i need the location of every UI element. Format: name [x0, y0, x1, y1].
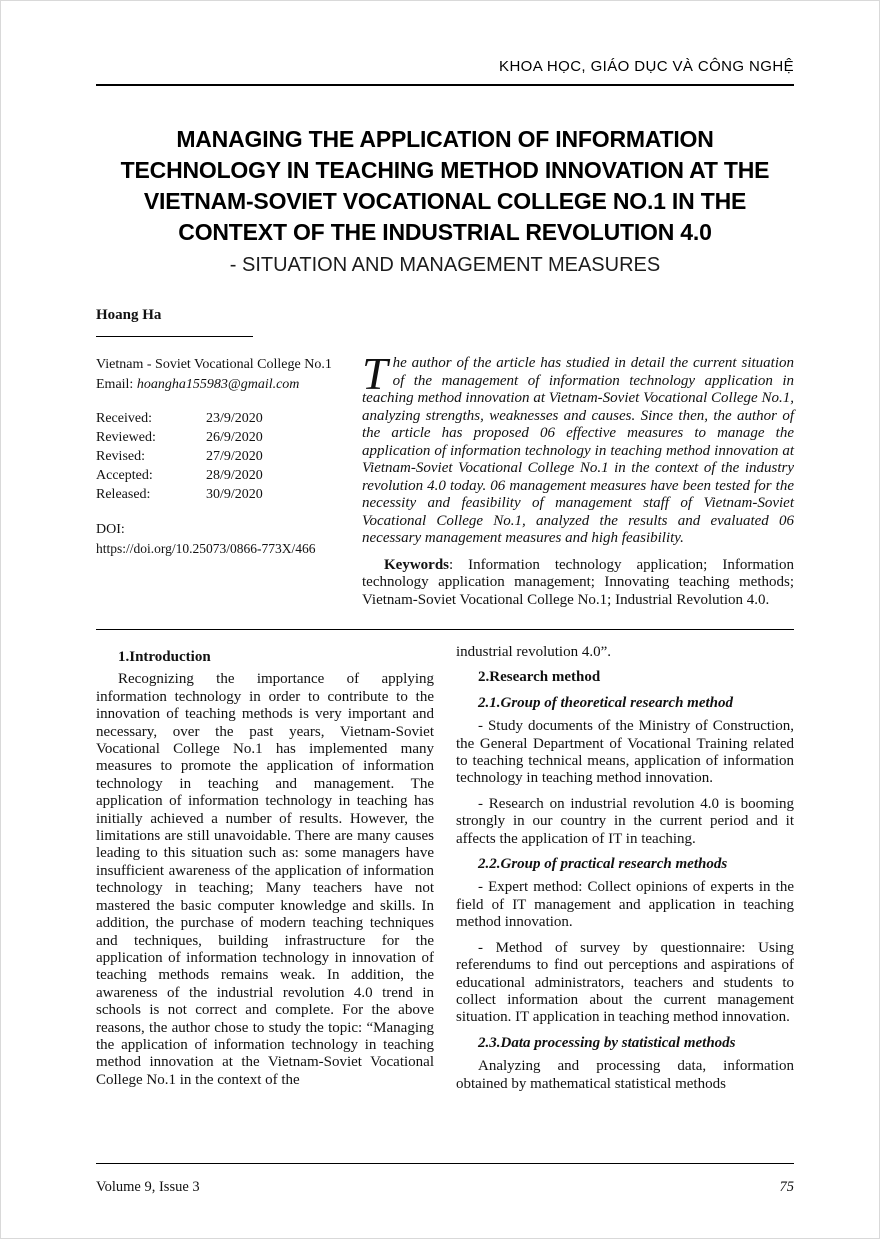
date-label: Revised:: [96, 449, 145, 464]
email-label: Email:: [96, 377, 137, 392]
paragraph-expert-method: - Expert method: Collect opinions of experts in the field of IT management and application in teaching method innovation.: [456, 879, 794, 931]
doi-url: https://doi.org/10.25073/0866-773X/466: [96, 541, 316, 556]
article-body: [96, 644, 794, 1101]
keywords-paragraph: [362, 557, 794, 610]
abstract-paragraph: [362, 348, 794, 548]
doi-label: DOI:: [96, 522, 125, 537]
article-subtitle: - SITUATION AND MANAGEMENT MEASURES: [229, 254, 661, 276]
subsection-heading-theoretical: 2.1.Group of theoretical research method: [478, 694, 733, 711]
body-left-column: [96, 644, 434, 1101]
paragraph-continuation: industrial revolution 4.0”.: [456, 644, 611, 660]
paragraph-research-revolution: - Research on industrial revolution 4.0 is booming strongly in our country in the current period and it affects the application of IT in teaching.: [456, 795, 794, 847]
paragraph-introduction: Recognizing the importance of applying information technology in order to contribute to the innovation of teaching methods is very important and necessary, over the past years, Vietnam-Soviet Vocational College No.1 has implemented many measures to promote the application of information technology in teaching and management. The application of information technology in teaching has initially achieved a number of results. However, the limitations are still unavoidable. There are many causes leading to this situation such as: some managers have insufficient awareness of the application of information technology in teaching; Many teachers have not mastered the basic computer knowledge and skills. In addition, the purchase of modern teaching techniques and techniques, building infrastructure for the application of information technology in innovation of teaching methods remains weak. In addition, the awareness of the industrial revolution 4.0 trend in schools is not correct and complete. For the above reasons, the author chose to study the topic: “Managing the application of information technology in teaching method innovation at the Vietnam-Soviet Vocational College No.1 in the context of the: [96, 671, 434, 1088]
author-block: [96, 307, 794, 337]
journal-section-header: KHOA HỌC, GIÁO DỤC VÀ CÔNG NGHỆ: [96, 1, 794, 86]
article-metadata-column: [96, 355, 344, 609]
date-row-released: [96, 485, 344, 504]
date-label: Accepted:: [96, 468, 153, 483]
paragraph-analyzing-data: Analyzing and processing data, information obtained by mathematical statistical methods: [456, 1058, 794, 1092]
footer-volume: Volume 9, Issue 3: [96, 1179, 200, 1195]
body-right-column: [456, 644, 794, 1101]
subsection-heading-practical: 2.2.Group of practical research methods: [478, 856, 728, 873]
title-block: [96, 124, 794, 279]
doi-block: [96, 520, 344, 558]
date-value: 23/9/2020: [206, 411, 263, 426]
section-heading-introduction: 1.Introduction: [118, 649, 211, 665]
paragraph-study-documents: - Study documents of the Ministry of Construction, the General Department of Vocational Training related to teaching technical means, application of information technology in teaching method innovation.: [456, 718, 794, 787]
section-heading-research-method: 2.Research method: [478, 669, 601, 686]
date-label: Received:: [96, 411, 152, 426]
date-row-reviewed: [96, 428, 344, 447]
author-affiliation: Vietnam - Soviet Vocational College No.1: [96, 357, 332, 372]
paragraph-survey-method: - Method of survey by questionnaire: Using referendums to find out perceptions and aspirations of educational administrators, teachers and students to collect information about the current management situation. IT application in teaching method innovation.: [456, 939, 794, 1026]
author-email-line: [96, 375, 344, 394]
article-title: MANAGING THE APPLICATION OF INFORMATION TECHNOLOGY IN TEACHING METHOD INNOVATION AT THE VIETNAM-SOVIET VOCATIONAL COLLEGE NO.1 IN THE CONTEXT OF THE INDUSTRIAL REVOLUTION 4.0: [120, 126, 770, 245]
footer-page-number: 75: [779, 1179, 794, 1195]
email-address: hoangha155983@gmail.com: [136, 377, 300, 392]
page-footer: [96, 1163, 794, 1196]
author-name: Hoang Ha: [96, 307, 162, 323]
date-value: 26/9/2020: [206, 430, 263, 445]
date-label: Released:: [96, 487, 151, 502]
date-value: 28/9/2020: [206, 468, 263, 483]
keywords-text: : Information technology application; Information technology application management; Innovating teaching methods; Vietnam-Soviet Vocational College No.1; Industrial Revolution 4.0.: [362, 556, 794, 608]
keywords-label: Keywords: [384, 556, 449, 573]
date-row-accepted: [96, 466, 344, 485]
subsection-heading-statistical: 2.3.Data processing by statistical methods: [478, 1034, 736, 1051]
date-row-received: [96, 409, 344, 428]
section-divider: [96, 629, 794, 630]
abstract-column: [362, 348, 794, 609]
abstract-dropcap: T: [362, 348, 388, 399]
abstract-text: he author of the article has studied in detail the current situation of the management of information technology application in teaching method innovation at Vietnam-Soviet Vocational College No.1, analyzing strengths, weaknesses and causes. Since then, the author of the article has proposed 06 effective measures to manage the application of information technology in teaching method innovation at Vietnam-Soviet Vocational College No.1 in the context of the industry revolution 4.0 today. 06 management measures have been tested for the necessity and feasibility of management staff of Vietnam-Soviet Vocational College No.1, analyzed the results and evaluated 06 necessary management measures and high feasibility.: [362, 355, 794, 546]
date-value: 27/9/2020: [206, 449, 263, 464]
date-label: Reviewed:: [96, 430, 156, 445]
date-value: 30/9/2020: [206, 487, 263, 502]
date-row-revised: [96, 447, 344, 466]
dates-block: [96, 409, 344, 504]
author-rule: [96, 336, 253, 337]
